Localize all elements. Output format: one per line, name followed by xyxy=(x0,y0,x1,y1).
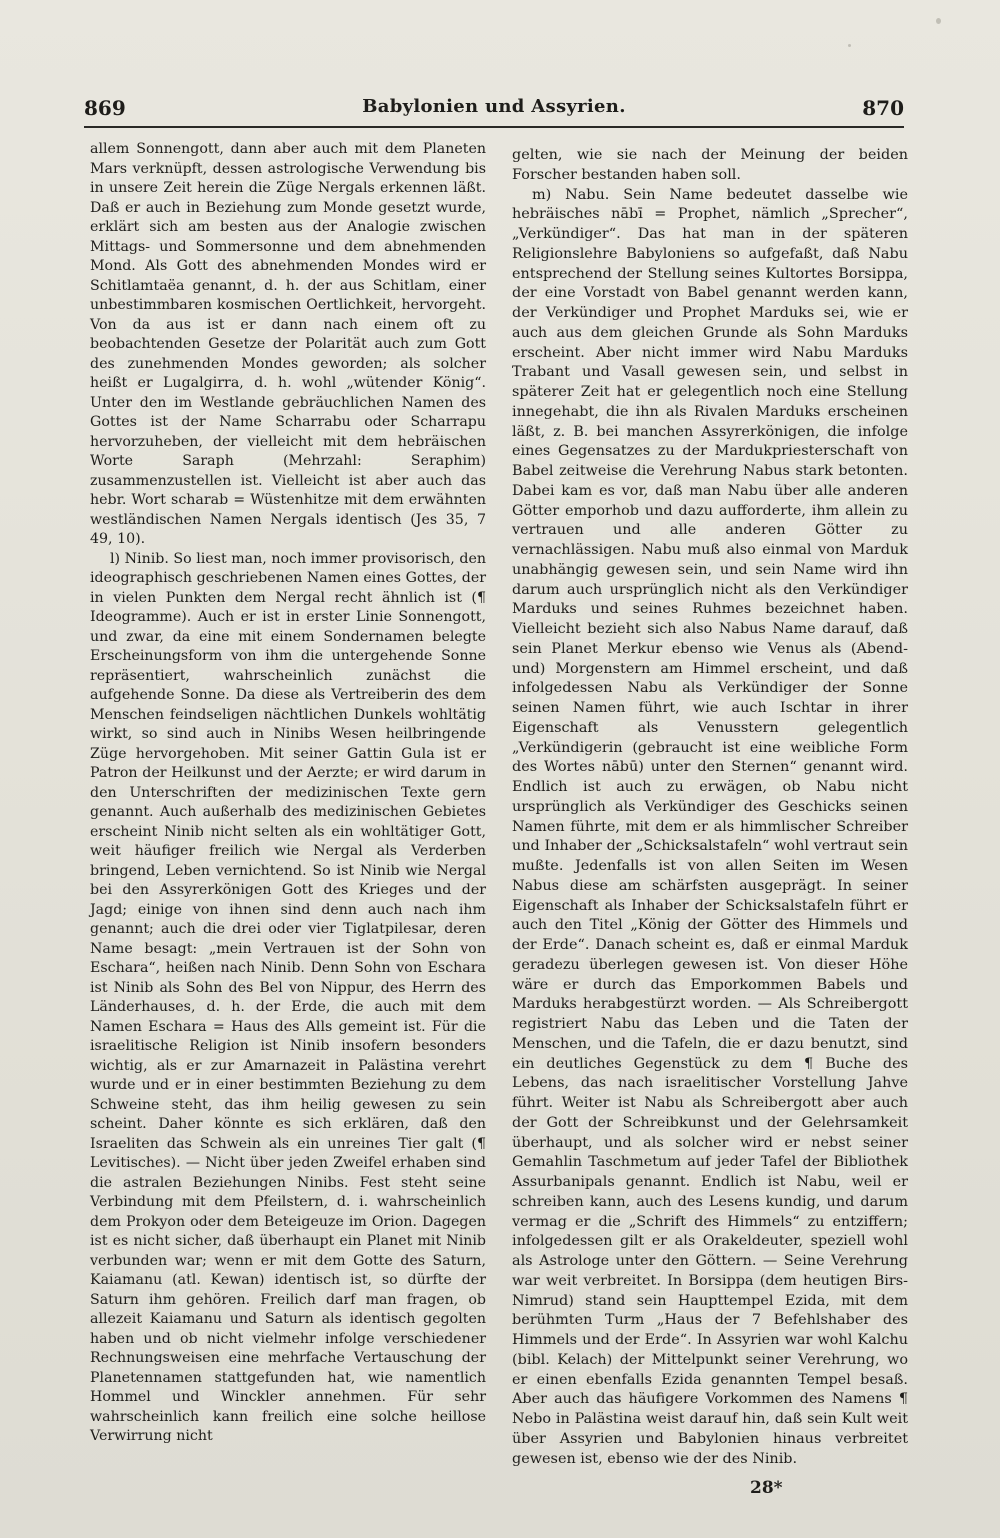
signature-mark: 28* xyxy=(750,1478,783,1498)
text-column-left xyxy=(90,140,486,1447)
running-title: Babylonien und Assyrien. xyxy=(362,96,626,117)
header-rule xyxy=(84,126,904,128)
paragraph: gelten, wie sie nach der Meinung der beiden Forscher bestanden haben soll. xyxy=(512,147,908,183)
page-header xyxy=(84,96,904,122)
scan-speck xyxy=(848,44,851,47)
paragraph: l) Ninib. So liest man, noch immer provisorisch, den ideographisch geschriebenen Namen eines Gottes, der in vielen Punkten dem Nergal recht ähnlich ist (¶ Ideogramme). Auch er ist in erster Linie Sonnengott, und zwar, da eine mit einem Sondernamen belegte Erscheinungsform von ihm die untergehende Sonne repräsentiert, wahrscheinlich zunächst die aufgehende Sonne. Da diese als Vertreiberin des dem Menschen feindseligen nächtlichen Dunkels wohltätig wirkt, so sind auch in Ninibs Wesen heilbringende Züge hervorgehoben. Mit seiner Gattin Gula ist er Patron der Heilkunst und der Aerzte; er wird darum in den Unterschriften der medizinischen Texte gern genannt. Auch außerhalb des medizinischen Gebietes erscheint Ninib nicht selten als ein wohltätiger Gott, weit häufiger freilich wie Nergal als Verderben bringend, Leben vernichtend. So ist Ninib wie Nergal bei den Assyrerkönigen Gott des Krieges und der Jagd; einige von ihnen sind denn auch nach ihm genannt; auch die drei oder vier Tiglatpilesar, deren Name besagt: „mein Vertrauen ist der Sohn von Eschara“, heißen nach Ninib. Denn Sohn von Eschara ist Ninib als Sohn des Bel von Nippur, des Herrn des Länderhauses, d. h. der Erde, die auch mit dem Namen Eschara = Haus des Alls gemeint ist. Für die israelitische Religion ist Ninib insofern besonders wichtig, als er zur Amarnazeit in Palästina verehrt wurde und er in einer bestimmten Beziehung zu dem Schweine steht, das ihm heilig gewesen zu sein scheint. Daher könnte es sich erklären, daß den Israeliten das Schwein als ein unreines Tier galt (¶ Levitisches). — Nicht über jeden Zweifel erhaben sind die astralen Beziehungen Ninibs. Fest steht seine Verbindung mit dem Pfeilstern, d. i. wahrscheinlich dem Prokyon oder dem Beteigeuze im Orion. Dagegen ist es nicht sicher, daß überhaupt ein Planet mit Ninib verbunden war; wenn er mit dem Gotte des Saturn, Kaiamanu (atl. Kewan) identisch ist, so dürfte der Saturn ihm gehören. Freilich darf man fragen, ob allezeit Kaiamanu und Saturn als identisch gegolten haben und ob nicht vielmehr infolge verschiedener Rechnungsweisen eine mehrfache Vertauschung der Planetennamen stattgefunden hat, wie namentlich Hommel und Winckler annehmen. Für sehr wahrscheinlich kann freilich eine solche heillose Verwirrung nicht xyxy=(90,550,486,1444)
page-number-left: 869 xyxy=(84,96,126,120)
page-number-right: 870 xyxy=(862,96,904,120)
scan-speck xyxy=(936,18,941,24)
text-column-right xyxy=(512,146,908,1469)
paragraph: allem Sonnengott, dann aber auch mit dem Planeten Mars verknüpft, dessen astrologische Verwendung bis in unsere Zeit herein die Züge Nergals erkennen läßt. Daß er auch in Beziehung zum Monde gesetzt wurde, erklärt sich am besten aus der Analogie zwischen Mittags- und Sommersonne und dem abnehmenden Mond. Als Gott des abnehmenden Mondes wird er Schitlamtaëa genannt, d. h. der aus Schitlam, einer unbestimmbaren kosmischen Oertlichkeit, hervorgeht. Von da aus ist er dann nach einem oft zu beobachtenden Gesetze der Polarität auch zum Gott des zunehmenden Mondes geworden; als solcher heißt er Lugalgirra, d. h. wohl „wütender König“. Unter den im Westlande gebräuchlichen Namen des Gottes ist der Name Scharrabu oder Scharrapu hervorzuheben, der vielleicht mit dem hebräischen Worte Saraph (Mehrzahl: Seraphim) zusammenzustellen ist. Vielleicht ist aber auch das hebr. Wort scharab = Wüstenhitze mit dem erwähnten westländischen Namen Nergals identisch (Jes 35, 7 49, 10). xyxy=(90,141,486,547)
paragraph: m) Nabu. Sein Name bedeutet dasselbe wie hebräisches nābī = Prophet, nämlich „Sprecher“, „Verkündiger“. Das hat man in der späteren Religionslehre Babyloniens so aufgefaßt, daß Nabu entsprechend der Stellung seines Kultortes Borsippa, der eine Vorstadt von Babel genannt werden kann, der Verkündiger und Prophet Marduks sei, wie er auch aus dem gleichen Grunde als Sohn Marduks erscheint. Aber nicht immer wird Nabu Marduks Trabant und Vasall gewesen sein, und selbst in späterer Zeit hat er gelegentlich noch eine Stellung innegehabt, die ihn als Rivalen Marduks erscheinen läßt, z. B. bei manchen Assyrerkönigen, die infolge eines Gegensatzes zu der Mardukpriesterschaft von Babel zeitweise die Verehrung Nabus stark betonten. Dabei kam es vor, daß man Nabu über alle anderen Götter emporhob und dazu aufforderte, ihm allein zu vertrauen und alle anderen Götter zu vernachlässigen. Nabu muß also einmal von Marduk unabhängig gewesen sein, und sein Name wird ihn darum auch ursprünglich nicht als den Verkündiger Marduks und seines Ruhmes bezeichnet haben. Vielleicht bezieht sich also Nabus Name darauf, daß sein Planet Merkur ebenso wie Venus als (Abend- und) Morgenstern am Himmel erscheint, und daß infolgedessen Nabu als Verkündiger der Sonne seinen Namen führt, wie auch Ischtar in ihrer Eigenschaft als Venusstern gelegentlich „Verkündigerin (gebraucht ist eine weibliche Form des Wortes nābū) unter den Sternen“ genannt wird. Endlich ist auch zu erwägen, ob Nabu nicht ursprünglich als Verkündiger des Geschicks seinen Namen führte, mit dem er als himmlischer Schreiber und Inhaber der „Schicksalstafeln“ wohl vertraut sein mußte. Jedenfalls ist von allen Seiten im Wesen Nabus diese am schärfsten ausgeprägt. In seiner Eigenschaft als Inhaber der Schicksalstafeln führt er auch den Titel „König der Götter des Himmels und der Erde“. Danach scheint es, daß er einmal Marduk geradezu überlegen gewesen ist. Von dieser Höhe wäre er durch das Emporkommen Babels und Marduks herabgestürzt worden. — Als Schreibergott registriert Nabu das Leben und die Taten der Menschen, und die Tafeln, die er dazu benutzt, sind ein deutliches Gegenstück zu dem ¶ Buche des Lebens, das nach israelitischer Vorstellung Jahve führt. Weiter ist Nabu als Schreibergott aber auch der Gott der Schreibkunst und der Gelehrsamkeit überhaupt, und als solcher wird er nebst seiner Gemahlin Taschmetum auf jeder Tafel der Bibliothek Assurbanipals genannt. Endlich ist Nabu, weil er schreiben kann, auch des Lesens kundig, und darum vermag er die „Schrift des Himmels“ zu entziffern; infolgedessen gilt er als Orakeldeuter, speziell wohl als Astrologe unter den Göttern. — Seine Verehrung war weit verbreitet. In Borsippa (dem heutigen Birs-Nimrud) stand sein Haupttempel Ezida, mit dem berühmten Turm „Haus der 7 Befehlshaber des Himmels und der Erde“. In Assyrien war wohl Kalchu (bibl. Kelach) der Mittelpunkt seiner Verehrung, wo er einen ebenfalls Ezida genannten Tempel besaß. Aber auch das häufigere Vorkommen des Namens ¶ Nebo in Palästina weist darauf hin, daß sein Kult weit über Assyrien und Babylonien hinaus verbreitet gewesen ist, ebenso wie der des Ninib. xyxy=(512,186,908,1467)
